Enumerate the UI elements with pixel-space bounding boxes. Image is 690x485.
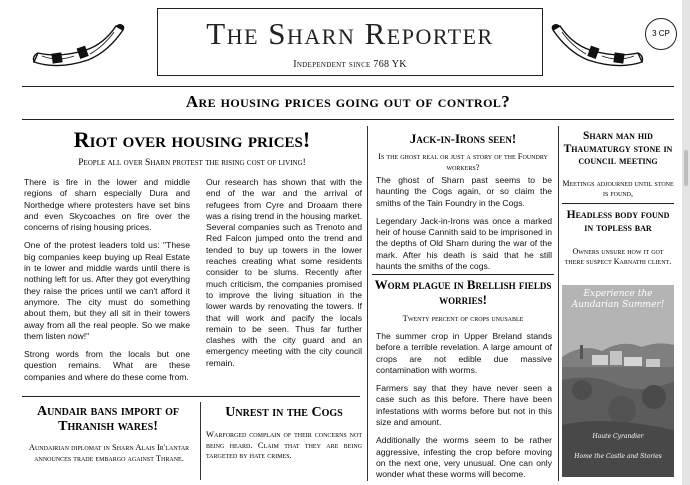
lead-subhead: People all over Sharn protest the rising cost of living! [78,158,306,168]
lead-paragraph: Our research has shown that with the end of the war and the arrival of refugees from Cyre and Droaam there was a rising trend in the housing market. Several companies such as Trenoto and Red Falcon jumped onto the trend and tended to buy up towers in the lower reaches creating what some residents consider to be slums. Recently after much criticism, the companies promised to improve the living situation in the lower wards by renovating the towers. If that will work and pacify the locals remain to be seen. Thus far further clashes with the city guard and an emergency meeting with the city council remain. [206,177,362,368]
headless-body: Owners unsure how it got there suspect Karnathi client. [564,247,672,266]
lead-column-2 [206,177,362,376]
drinking-horn-illustration-left [28,20,128,75]
stone-body: Meetings adjourned until stone is found, [562,179,674,198]
section-rule [562,203,674,204]
lead-headline: Riot over housing prices! [73,127,311,152]
poster-title-line: Aundarian Summer! [571,300,665,310]
aundair-body: Aundairian diplomat in Sharn Alais Ir'lantar announces trade embargo against Thrane. [28,442,190,463]
worm-paragraph: Farmers say that they have never seen a case such as this before. There have been infestations with worms before but not in this size and amount. [376,383,552,428]
poster-title-line: Experience the [583,289,653,299]
poster-caption: Haute Cyrandier [592,433,644,440]
poster-caption: Home the Castle and Stories [574,453,662,460]
worm-subhead: Twenty percent of crops unusable [402,313,524,323]
column-divider [367,126,368,481]
jack-body [376,175,552,279]
lead-paragraph: There is fire in the lower and middle regions of sharn especially Dura and Northedge where protesters have set bins and even Skycoaches on fire over the concerns of rising housing prices. [24,177,190,233]
banner-bottom-rule [22,119,674,120]
banner-top-rule [22,86,674,87]
stone-headline: Sharn man hid Thaumaturgy stone in council meeting [563,130,673,167]
price-badge: 3 CP [645,18,677,50]
aundair-headline: Aundair bans import of Thranish wares! [37,404,179,434]
jack-subhead: Is the ghost real or just a story of the Foundry workers? [378,151,548,172]
worm-headline: Worm plague in Brellish fields worries! [374,277,552,307]
section-rule [22,396,360,397]
newspaper-subtitle: Independent since 768 YK [293,59,407,70]
worm-paragraph: Additionally the worms seem to be rather aggressive, infesting the crop before moving on the next one, very unusual. One can only wonder what these worms will become. [376,435,552,480]
unrest-headline: Unrest in the Cogs [225,405,343,420]
drinking-horn-illustration-right [548,20,648,75]
jack-paragraph: Legendary Jack-in-Irons was once a marked heir of house Cannith said to be imprisoned in the depths of Old Sharn during the war of the mark. After his death is said that he still haunts the smiths of the cogs. [376,215,552,272]
poster-landscape-image [562,285,674,477]
headless-headline: Headless body found in topless bar [566,209,670,234]
travel-poster [562,285,674,477]
lead-column-1 [24,177,190,390]
scrollbar-thumb[interactable] [684,150,688,186]
masthead [157,8,543,76]
lead-paragraph: Strong words from the locals but one question remains. What are these companies and where do these come from. [24,349,190,382]
worm-paragraph: The summer crop in Upper Breland stands before a terrible revelation. A large amount of crops are not edible due massive contamination with worms. [376,331,552,375]
newspaper-title: The Sharn Reporter [206,16,494,51]
lead-paragraph: One of the protest leaders told us: "These big companies keep buying up Real Estate in te lower and middle wards until there is nothing left for us. After they got everything they raise the prices until we can't afford it anymore. The city must do something about them, but they all sit in their towers away from all the real people. So we make them listen now!" [24,240,190,341]
section-rule [372,274,554,275]
unrest-body: Warforged complain of their concerns not being heard. Claim that they are being targeted by hate crimes. [206,429,362,460]
worm-body [376,331,552,485]
column-divider [200,402,201,480]
column-divider [558,126,559,481]
jack-headline: Jack-in-Irons seen! [409,131,517,146]
banner-question: Are housing prices going out of control? [185,92,511,111]
jack-paragraph: The ghost of Sharn past seems to be haunting the Cogs again, or so claim the smiths of the Tain Foundry in the Cogs. [376,175,552,208]
vertical-scrollbar[interactable] [682,0,690,485]
poster-title [562,289,674,311]
